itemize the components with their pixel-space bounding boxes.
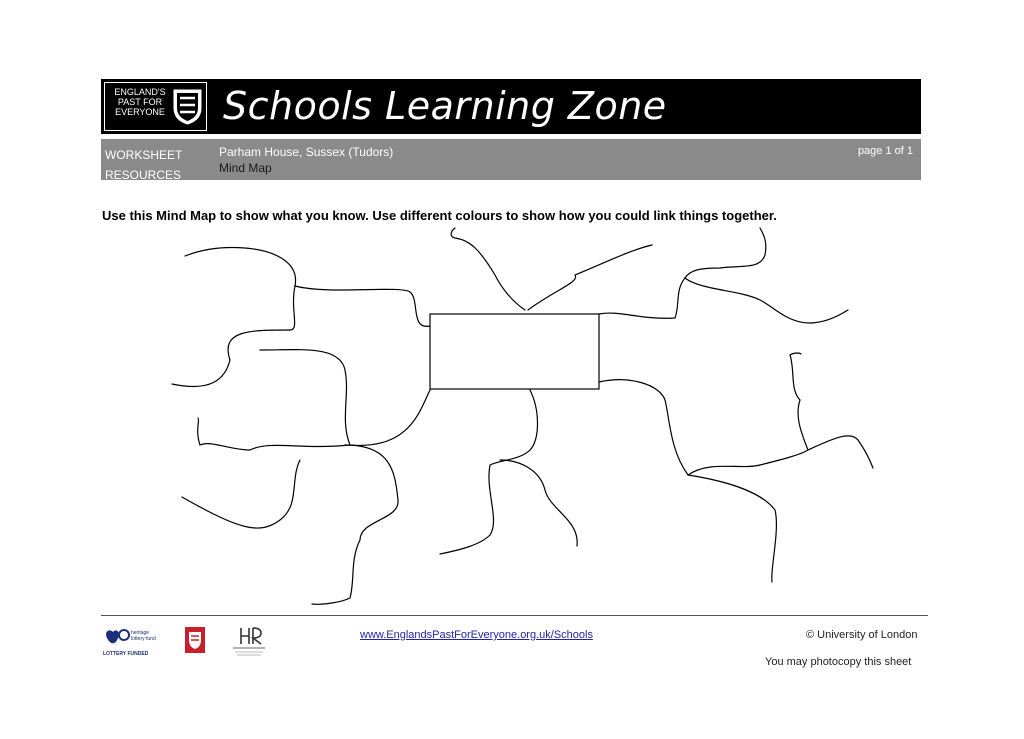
branch-upper-left <box>172 286 430 387</box>
branch-lower-middle-twig <box>500 460 577 546</box>
logo-line-1: ENGLAND'S <box>114 87 166 97</box>
section-label: WORKSHEET RESOURCES <box>105 148 183 180</box>
branch-left <box>260 350 430 446</box>
site-title: Schools Learning Zone <box>223 84 667 128</box>
copyright-notice: © University of London <box>806 629 918 641</box>
branch-top-middle <box>528 245 652 310</box>
instruction-text: Use this Mind Map to show what you know. Use different colours to show how you could link things together. <box>102 208 777 223</box>
logo-line-2: PAST FOR <box>117 97 163 107</box>
branch-upper-right <box>599 228 766 318</box>
logo-line-3: EVERYONE <box>115 107 165 117</box>
branch-lower-left <box>312 445 398 604</box>
institute-historical-research-icon[interactable] <box>229 624 269 658</box>
branch-right-twig-2 <box>790 353 808 450</box>
heritage-lottery-fund-icon[interactable] <box>101 624 161 654</box>
branch-lower-middle <box>440 390 538 554</box>
central-topic-box[interactable] <box>430 314 599 389</box>
svg-text:lottery fund: lottery fund <box>131 636 156 642</box>
branch-right <box>599 380 776 582</box>
schools-website-link[interactable]: www.EnglandsPastForEveryone.org.uk/Schools <box>360 629 593 641</box>
activity-title: Mind Map <box>219 161 272 175</box>
vch-shield-icon[interactable] <box>184 626 206 654</box>
svg-text:heritage: heritage <box>131 630 150 636</box>
page-indicator: page 1 of 1 <box>857 145 913 157</box>
lottery-funded-label: LOTTERY FUNDED <box>103 651 149 657</box>
branch-upper-left-twig <box>185 247 296 286</box>
branch-upper-right-twig <box>685 278 848 323</box>
footer-divider <box>101 615 928 616</box>
photocopy-note: You may photocopy this sheet <box>765 656 912 668</box>
branch-right-twig <box>688 436 873 475</box>
branch-left-twig <box>198 418 350 450</box>
branch-top-middle-twig <box>451 228 525 310</box>
place-title: Parham House, Sussex (Tudors) <box>219 145 394 159</box>
footer-logos <box>101 624 281 664</box>
branch-lower-left-twig <box>182 460 300 528</box>
